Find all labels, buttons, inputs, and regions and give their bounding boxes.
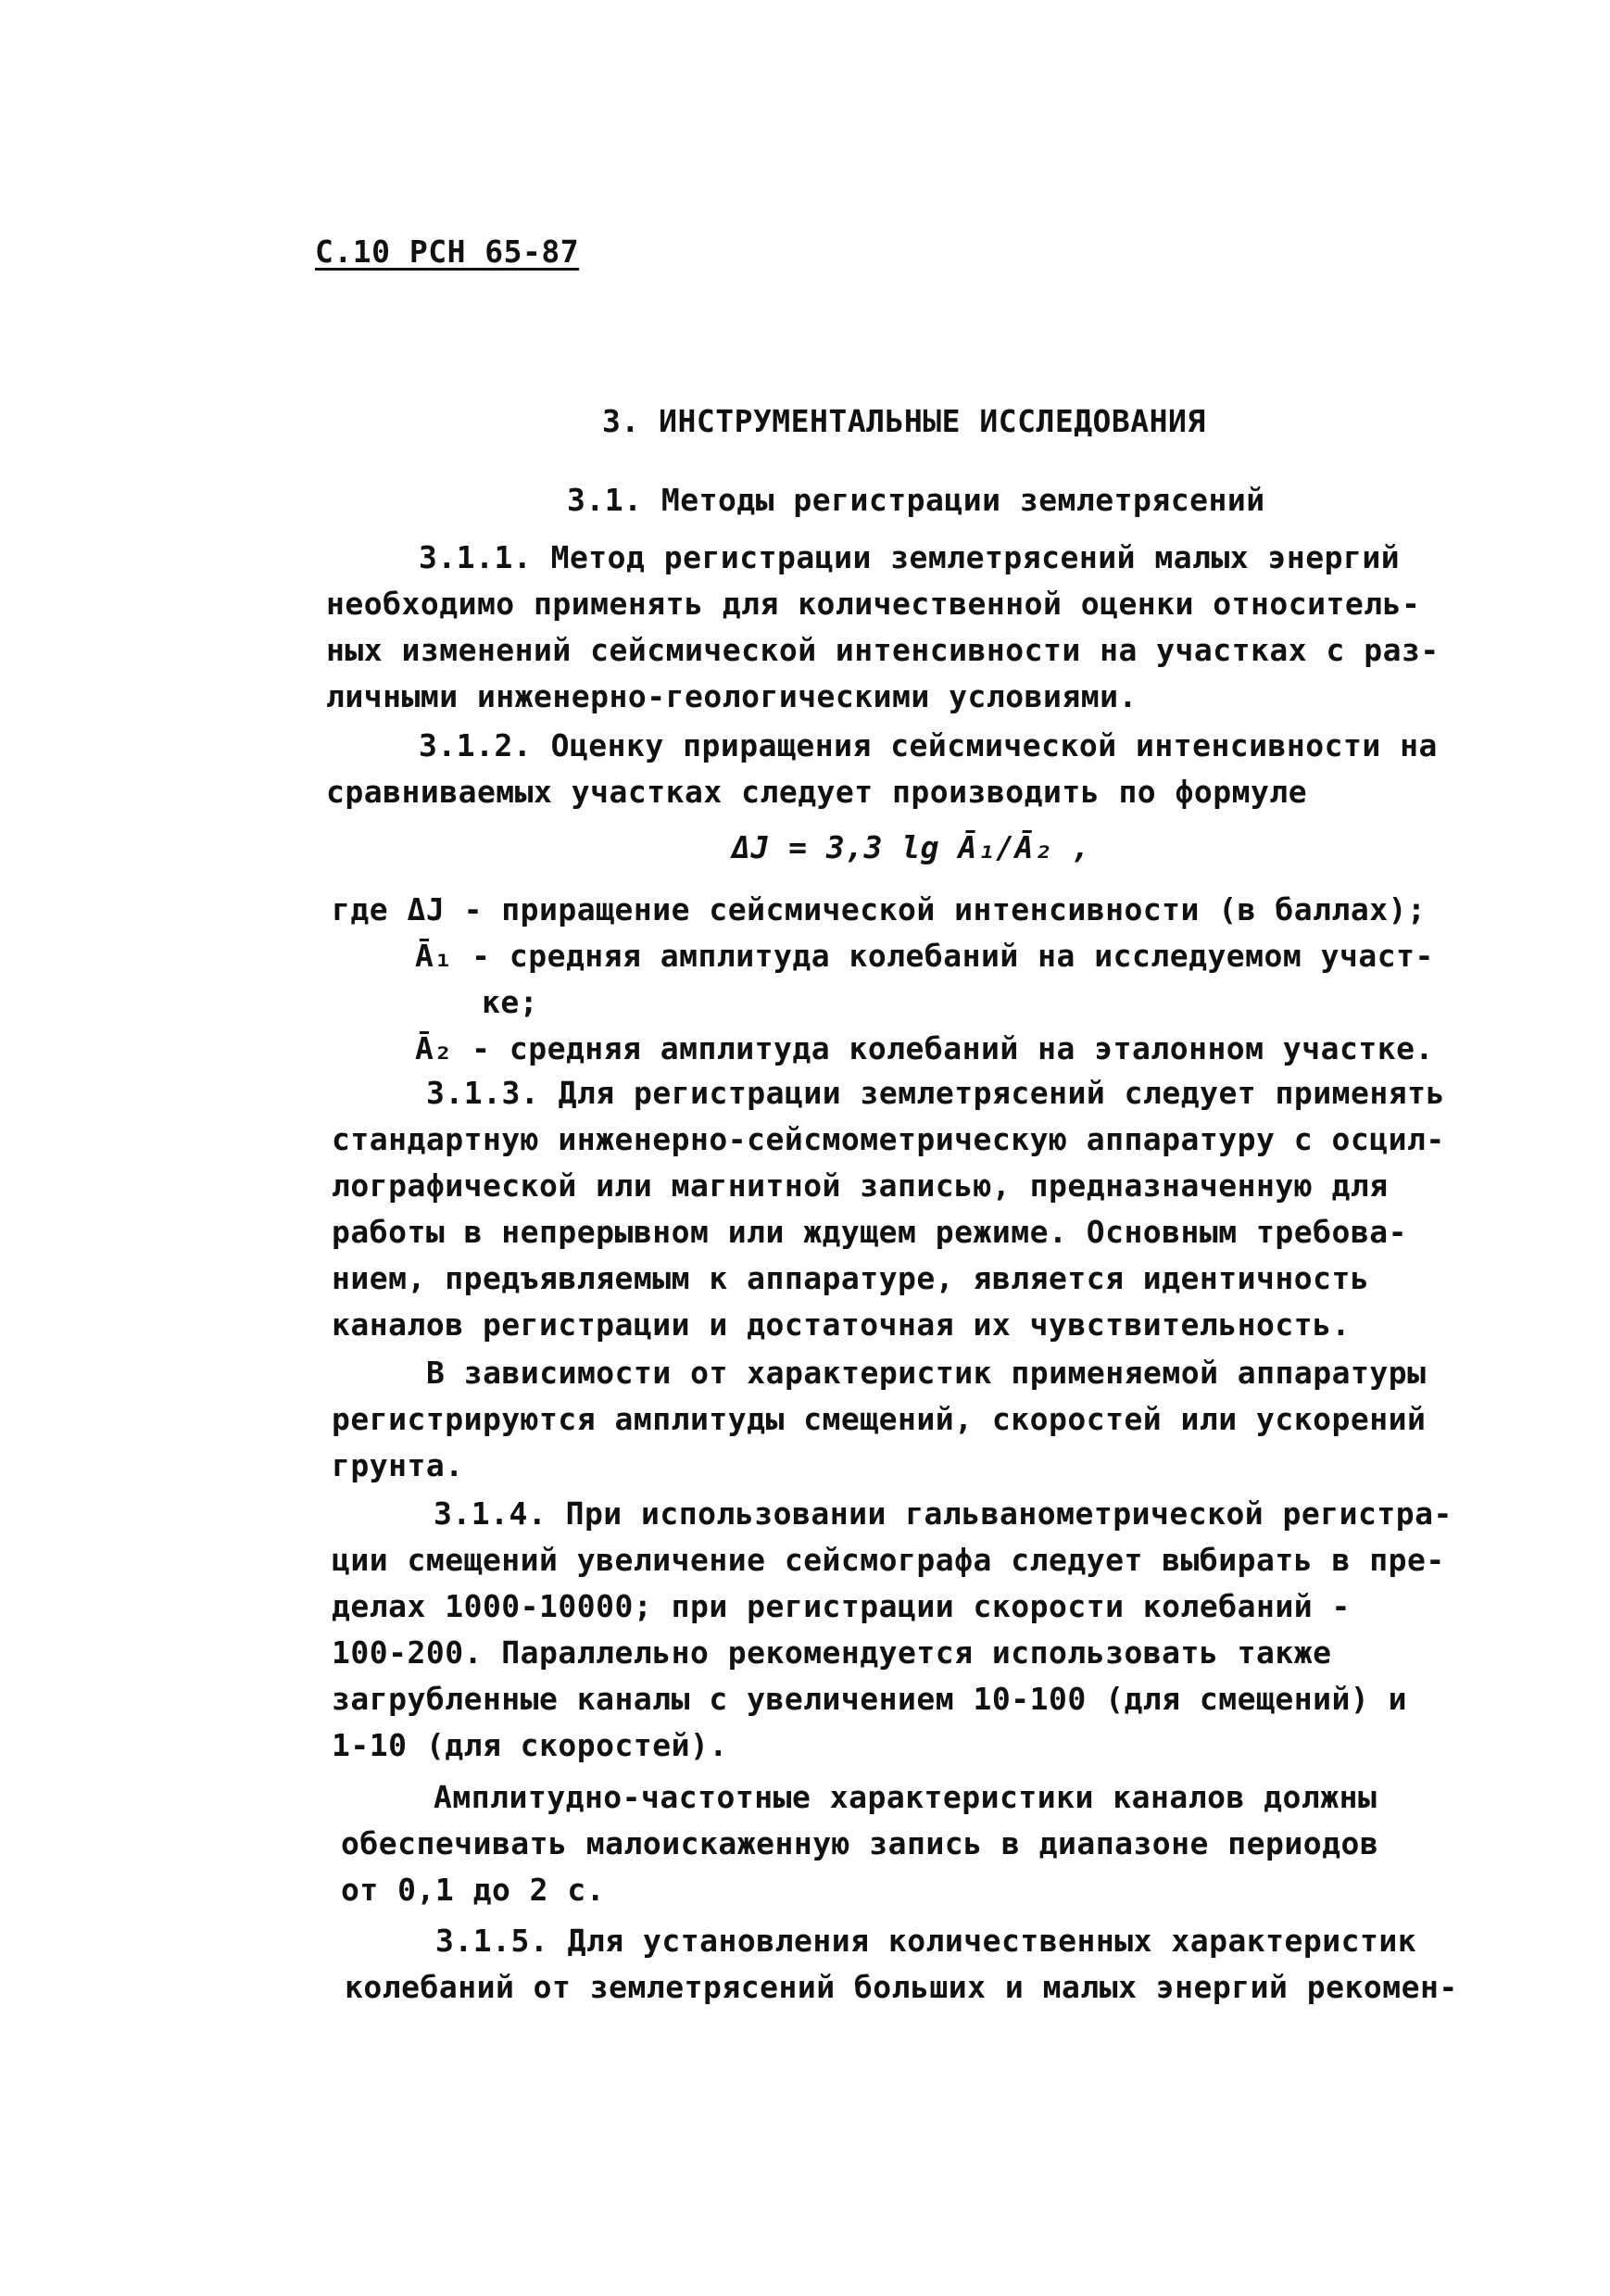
document-code: С.10 РСН 65-87 bbox=[315, 233, 580, 270]
para-3-1-3-line-4: работы в непрерывном или ждущем режиме. Основным требова- bbox=[332, 1214, 1407, 1250]
para-3-1-3b-line-2: регистрируются амплитуды смещений, скоростей или ускорений bbox=[332, 1401, 1427, 1437]
legend-line-3: ке; bbox=[482, 984, 539, 1020]
para-3-1-3-line-6: каналов регистрации и достаточная их чувствительность. bbox=[332, 1306, 1351, 1343]
para-3-1-2-line-1: 3.1.2. Оценку приращения сейсмической интенсивности на bbox=[419, 727, 1438, 763]
para-3-1-4-line-5: загрубленные каналы с увеличением 10-100 (для смещений) и bbox=[332, 1681, 1407, 1717]
legend-line-1: где ΔJ - приращение сейсмической интенсивности (в баллах); bbox=[332, 891, 1427, 927]
para-3-1-3-line-5: нием, предъявляемым к аппаратуре, является идентичность bbox=[332, 1260, 1370, 1296]
para-3-1-4b-line-1: Амплитудно-частотные характеристики каналов должны bbox=[434, 1779, 1377, 1815]
para-3-1-3b-line-1: В зависимости от характеристик применяемой аппаратуры bbox=[426, 1355, 1427, 1391]
para-3-1-4-line-2: ции смещений увеличение сейсмографа следует выбирать в пре- bbox=[332, 1542, 1445, 1578]
para-3-1-3b-line-3: грунта. bbox=[332, 1447, 464, 1483]
para-3-1-4b-line-3: от 0,1 до 2 с. bbox=[341, 1872, 606, 1908]
para-3-1-1-line-4: личными инженерно-геологическими условиями. bbox=[326, 678, 1138, 714]
para-3-1-4-line-6: 1-10 (для скоростей). bbox=[332, 1727, 728, 1763]
para-3-1-4-line-1: 3.1.4. При использовании гальванометрической регистра- bbox=[434, 1495, 1453, 1532]
para-3-1-4-line-4: 100-200. Параллельно рекомендуется использовать также bbox=[332, 1634, 1332, 1671]
para-3-1-2-line-2: сравниваемых участках следует производить по формуле bbox=[326, 774, 1308, 810]
formula: ΔJ = 3,3 lg Ā₁/Ā₂ , bbox=[732, 829, 1090, 865]
para-3-1-5-line-2: колебаний от землетрясений больших и малых энергий рекомен- bbox=[345, 1969, 1458, 2005]
legend-line-2: Ā₁ - средняя амплитуда колебаний на исследуемом участ- bbox=[415, 938, 1434, 974]
para-3-1-4-line-3: делах 1000-10000; при регистрации скорости колебаний - bbox=[332, 1588, 1351, 1624]
para-3-1-3-line-3: лографической или магнитной записью, предназначенную для bbox=[332, 1167, 1389, 1204]
section-subtitle: 3.1. Методы регистрации землетрясений bbox=[567, 482, 1265, 518]
para-3-1-1-line-1: 3.1.1. Метод регистрации землетрясений малых энергий bbox=[419, 539, 1401, 575]
section-title: 3. ИНСТРУМЕНТАЛЬНЫЕ ИССЛЕДОВАНИЯ bbox=[602, 403, 1206, 439]
para-3-1-3-line-1: 3.1.3. Для регистрации землетрясений следует применять bbox=[426, 1075, 1445, 1111]
para-3-1-1-line-2: необходимо применять для количественной оценки относитель- bbox=[326, 586, 1421, 622]
para-3-1-4b-line-2: обеспечивать малоискаженную запись в диапазоне периодов bbox=[341, 1825, 1379, 1861]
legend-line-4: Ā₂ - средняя амплитуда колебаний на эталонном участке. bbox=[415, 1030, 1434, 1066]
para-3-1-5-line-1: 3.1.5. Для установления количественных характеристик bbox=[435, 1923, 1417, 1959]
para-3-1-3-line-2: стандартную инженерно-сейсмометрическую аппаратуру с осцил- bbox=[332, 1121, 1445, 1157]
para-3-1-1-line-3: ных изменений сейсмической интенсивности на участках с раз- bbox=[326, 632, 1440, 668]
